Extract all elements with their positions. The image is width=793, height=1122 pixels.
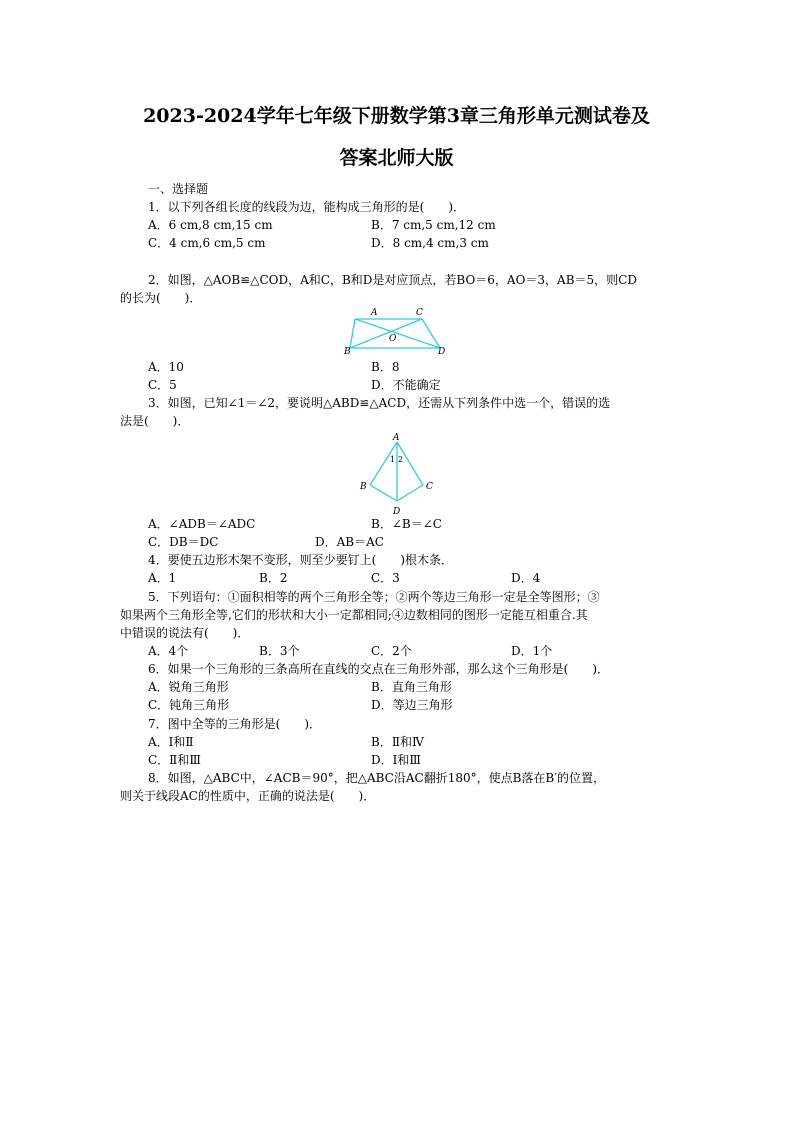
q7-option-d: D．Ⅰ和Ⅲ bbox=[371, 753, 421, 767]
q1-option-d: D．8 cm,4 cm,3 cm bbox=[371, 236, 489, 250]
q3-segment-cd bbox=[397, 485, 423, 501]
q2-option-b: B．8 bbox=[371, 360, 400, 374]
q1-option-a: A．6 cm,8 cm,15 cm bbox=[148, 218, 273, 232]
q3-option-a: A．∠ADB＝∠ADC bbox=[148, 517, 256, 531]
q2-label-d: D bbox=[438, 347, 446, 357]
q3-label-d: D bbox=[393, 507, 401, 517]
q1-option-b: B．7 cm,5 cm,12 cm bbox=[371, 218, 496, 232]
q3-stem-line-1: 3．如图，已知∠1＝∠2，要说明△ABD≌△ACD，还需从下列条件中选一个，错误的选 bbox=[148, 396, 611, 410]
q7-option-b: B．Ⅱ和Ⅳ bbox=[371, 735, 424, 749]
q4-option-a: A．1 bbox=[148, 571, 177, 585]
q2-option-d: D．不能确定 bbox=[371, 378, 441, 392]
q2-segment-cd bbox=[422, 319, 440, 348]
q4-stem: 4．要使五边形木架不变形，则至少要钉上( )根木条． bbox=[148, 553, 454, 567]
q2-option-a: A．10 bbox=[148, 360, 184, 374]
q5-stem-line-2: 如果两个三角形全等,它们的形状和大小一定都相同;④边数相同的图形一定能互相重合.其 bbox=[120, 608, 588, 622]
q3-label-a: A bbox=[393, 433, 400, 443]
q2-label-b: B bbox=[344, 347, 351, 357]
q4-option-c: C．3 bbox=[371, 571, 400, 585]
q2-figure bbox=[340, 304, 450, 360]
q6-option-c: C．钝角三角形 bbox=[148, 698, 230, 712]
q4-option-b: B．2 bbox=[259, 571, 288, 585]
q7-option-c: C．Ⅱ和Ⅲ bbox=[148, 753, 201, 767]
q6-option-a: A．锐角三角形 bbox=[148, 680, 229, 694]
q5-stem-line-3: 中错误的说法有( )． bbox=[120, 626, 250, 640]
q5-option-b: B．3个 bbox=[259, 644, 300, 658]
q3-option-d: D．AB＝AC bbox=[315, 535, 384, 549]
q2-label-c: C bbox=[416, 308, 423, 318]
section-heading: 一、选择题 bbox=[148, 182, 209, 196]
q1-stem: 1．以下列各组长度的线段为边，能构成三角形的是( )． bbox=[148, 200, 466, 214]
q5-option-c: C．2个 bbox=[371, 644, 412, 658]
q6-option-d: D．等边三角形 bbox=[371, 698, 453, 712]
q2-segment-cb bbox=[350, 319, 422, 348]
q5-option-d: D．1个 bbox=[511, 644, 553, 658]
q3-label-angle-1: 1 bbox=[390, 455, 396, 464]
document-title-line-2: 答案北师大版 bbox=[339, 147, 454, 169]
q2-segment-ad bbox=[355, 319, 440, 348]
q2-stem-line-1: 2．如图，△AOB≌△COD，A和C，B和D是对应顶点，若BO＝6，AO＝3，AB＝5，则CD bbox=[148, 273, 637, 287]
q2-label-a: A bbox=[371, 308, 378, 318]
q3-label-b: B bbox=[360, 482, 367, 492]
q2-stem-line-2: 的长为( )． bbox=[120, 291, 202, 305]
q3-label-c: C bbox=[426, 482, 433, 492]
q5-stem-line-1: 5．下列语句：①面积相等的两个三角形全等；②两个等边三角形一定是全等图形；③ bbox=[148, 590, 600, 604]
q2-label-o: O bbox=[389, 334, 397, 344]
document-title-line-1: 2023-2024学年七年级下册数学第3章三角形单元测试卷及 bbox=[143, 105, 650, 127]
q3-figure bbox=[355, 430, 445, 518]
q6-stem: 6．如果一个三角形的三条高所在直线的交点在三角形外部，那么这个三角形是( )． bbox=[148, 662, 610, 676]
q3-option-b: B．∠B＝∠C bbox=[371, 517, 442, 531]
q7-option-a: A．Ⅰ和Ⅱ bbox=[148, 735, 194, 749]
q5-option-a: A．4个 bbox=[148, 644, 189, 658]
q3-option-c: C．DB＝DC bbox=[148, 535, 219, 549]
q1-option-c: C．4 cm,6 cm,5 cm bbox=[148, 236, 266, 250]
q8-stem-line-1: 8．如图，△ABC中，∠ACB＝90°，把△ABC沿AC翻折180°，使点B落在B′的位置， bbox=[148, 771, 605, 785]
q3-stem-line-2: 法是( )． bbox=[120, 414, 190, 428]
q8-stem-line-2: 则关于线段AC的性质中，正确的说法是( )． bbox=[120, 789, 376, 803]
q2-option-c: C．5 bbox=[148, 378, 177, 392]
q7-stem: 7．图中全等的三角形是( )． bbox=[148, 717, 321, 731]
q6-option-b: B．直角三角形 bbox=[371, 680, 452, 694]
q3-segment-bd bbox=[370, 485, 397, 501]
q4-option-d: D．4 bbox=[511, 571, 541, 585]
q2-segment-ab bbox=[350, 319, 355, 348]
q3-label-angle-2: 2 bbox=[398, 455, 404, 464]
